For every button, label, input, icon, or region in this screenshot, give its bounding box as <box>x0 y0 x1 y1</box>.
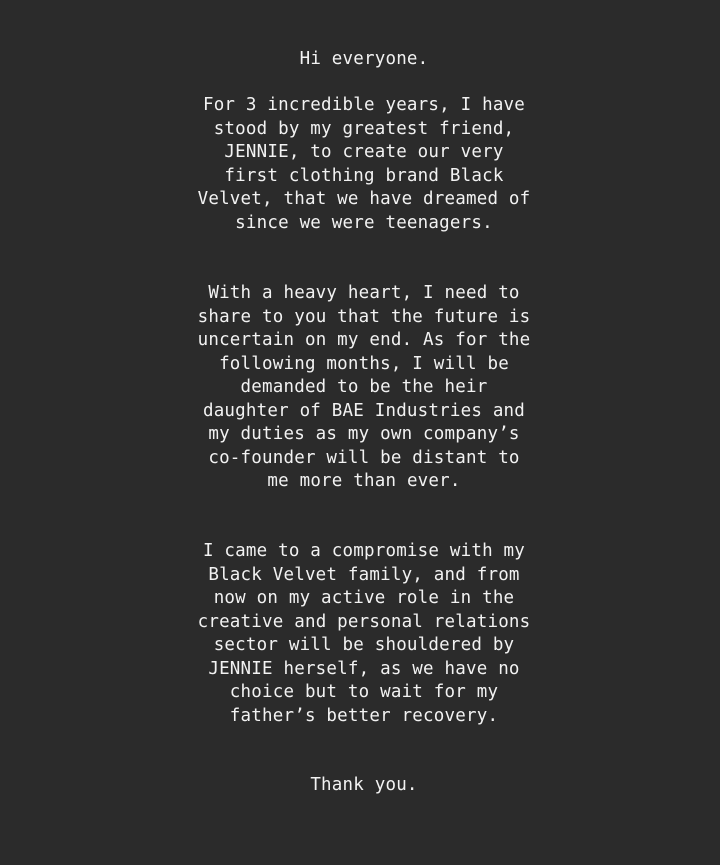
paragraph-line: uncertain on my end. As for the <box>197 330 531 350</box>
greeting-line: Hi everyone. <box>299 49 429 69</box>
paragraph-line: JENNIE, to create our very <box>224 142 504 162</box>
paragraph-compromise <box>0 540 720 728</box>
paragraph-line: choice but to wait for my <box>229 682 499 702</box>
paragraph-line: JENNIE herself, as we have no <box>208 658 520 679</box>
paragraph-line: Black Velvet family, and from <box>208 564 520 585</box>
paragraph-line: co-founder will be distant to <box>208 447 520 468</box>
paragraph-line: share to you that the future is <box>197 306 531 327</box>
paragraph-line: sector will be shouldered by <box>213 635 515 655</box>
signoff-line: Thank you. <box>310 775 418 795</box>
paragraph-line: demanded to be the heir <box>240 377 488 397</box>
paragraph-origin <box>0 94 720 235</box>
paragraph-line: me more than ever. <box>267 471 461 491</box>
paragraph-line: first clothing brand Black <box>224 165 504 186</box>
paragraph-line: I came to a compromise with my <box>202 541 526 561</box>
paragraph-line: With a heavy heart, I need to <box>208 283 520 303</box>
paragraph-line: For 3 incredible years, I have <box>202 95 526 115</box>
paragraph-line: since we were teenagers. <box>235 212 493 233</box>
paragraph-line: Velvet, that we have dreamed of <box>197 189 531 209</box>
paragraph-line: following months, I will be <box>219 353 509 374</box>
paragraph-line: creative and personal relations <box>197 611 531 632</box>
paragraph-line: stood by my greatest friend, <box>213 118 515 139</box>
paragraph-line: daughter of BAE Industries and <box>202 400 526 421</box>
paragraph-line: father’s better recovery. <box>229 705 499 726</box>
paragraph-line: now on my active role in the <box>213 588 515 608</box>
paragraph-line: my duties as my own company’s <box>208 424 520 444</box>
paragraph-announcement <box>0 282 720 494</box>
